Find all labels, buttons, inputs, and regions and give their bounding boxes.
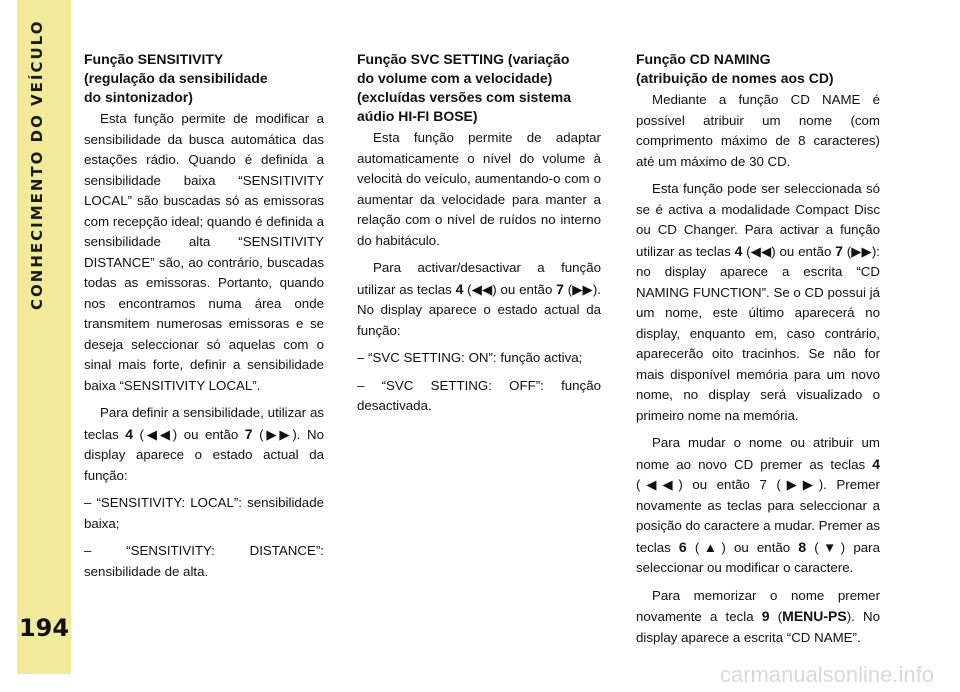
- key-label: 8: [798, 538, 807, 555]
- heading-line: (regulação da sensibilidade: [84, 70, 268, 86]
- watermark: carmanualsonline.info: [719, 662, 934, 687]
- paragraph: Mediante a função CD NAME é possível atribuir um nome (com comprimento máximo de 8 caracteres) até um máximo de 30 CD.: [636, 92, 880, 169]
- list-item: – “SENSITIVITY: LOCAL”: sensibilidade baixa;: [84, 495, 324, 531]
- key-label: MENU-PS: [782, 608, 847, 624]
- key-label: 6: [678, 538, 687, 555]
- heading-sensitivity: [84, 50, 324, 107]
- heading-line: Função SENSITIVITY: [84, 51, 224, 67]
- paragraph: Esta função permite de modificar a sensibilidade da busca automática das estações rádio. Quando é definida a sensibilidade baixa “SENSITIVITY LOCAL” são buscadas só as emissoras com recepção ideal; quando é definida a sensibilidade alta “SENSITIVITY DISTANCE” são, ao contrário, buscadas todas as emissoras. Portanto, quando nos encontramos numa área onde transmitem numerosas emissoras e se deseja seleccionar só aquelas com o sinal mais forte, definir a sensibilidade baixa “SENSITIVITY LOCAL”.: [84, 111, 324, 393]
- paragraph: Esta função permite de adaptar automaticamente o nível do volume à velocità do veículo, aumentando-o com o aumentar da velocidade para manter a relação com o nível de ruídos no interno do habitáculo.: [357, 130, 601, 248]
- key-label: 4: [125, 425, 134, 442]
- list-item: – “SENSITIVITY: DISTANCE”: sensibilidade de alta.: [84, 543, 324, 579]
- heading-line: (atribuição de nomes aos CD): [636, 70, 834, 86]
- paragraph: Para mudar o nome ou atribuir um nome ao novo CD premer as teclas 4 (◀◀) ou então 7 (▶▶). Premer novamente as teclas para seleccionar a posição do caractere a mudar. Premer as teclas 6 (▲) ou então 8 (▼) para seleccionar ou modificar o caractere.: [636, 435, 881, 575]
- key-label: 7: [244, 425, 253, 442]
- heading-line: do volume com a velocidade): [357, 70, 553, 86]
- page-number: 194: [18, 614, 70, 642]
- column-svc-setting: [357, 50, 601, 424]
- paragraph: Esta função pode ser seleccionada só se é activa a modalidade Compact Disc ou CD Changer. Para activar a função utilizar as teclas 4 (◀◀) ou então 7 (▶▶): no display aparece a escrita “CD NAMING FUNCTION”. Se o CD possui já um nome, este último aparecerá no display, enquanto em, caso contrário, aparecerão oito tracinhos. Se não for mais disponível memória para um novo nome, no display será visualizado o primeiro nome na memória.: [636, 181, 880, 423]
- key-label: 7: [556, 280, 564, 297]
- key-label: 4: [455, 280, 464, 297]
- key-label: 7: [835, 242, 843, 259]
- paragraph: Para activar/desactivar a função utilizar as teclas 4 (◀◀) ou então 7 (▶▶). No display aparece o estado actual da função:: [357, 260, 601, 338]
- heading-line: aúdio HI-FI BOSE): [357, 108, 478, 124]
- heading-line: Função CD NAMING: [636, 51, 771, 67]
- key-label: 9: [761, 608, 770, 624]
- key-label: 4: [734, 242, 743, 259]
- heading-line: (excluídas versões com sistema: [357, 89, 572, 105]
- key-label: 4: [872, 455, 880, 472]
- heading-line: Função SVC SETTING (variação: [357, 51, 570, 67]
- paragraph: Para memorizar o nome premer novamente a tecla 9 (MENU-PS). No display aparece a escrita “CD NAME”.: [636, 587, 880, 645]
- section-title: CONHECIMENTO DO VEÍCULO: [28, 20, 46, 311]
- list-item: – “SVC SETTING: OFF”: função desactivada.: [357, 377, 601, 413]
- heading-cd-naming: [636, 50, 880, 88]
- column-cd-naming: [636, 50, 880, 655]
- column-sensitivity: [84, 50, 324, 589]
- heading-svc-setting: [357, 50, 601, 126]
- heading-line: do sintonizador): [84, 89, 193, 105]
- paragraph: Para definir a sensibilidade, utilizar as teclas 4 (◀◀) ou então 7 (▶▶). No display aparece o estado actual da função:: [84, 405, 324, 483]
- list-item: – “SVC SETTING: ON”: função activa;: [357, 350, 583, 365]
